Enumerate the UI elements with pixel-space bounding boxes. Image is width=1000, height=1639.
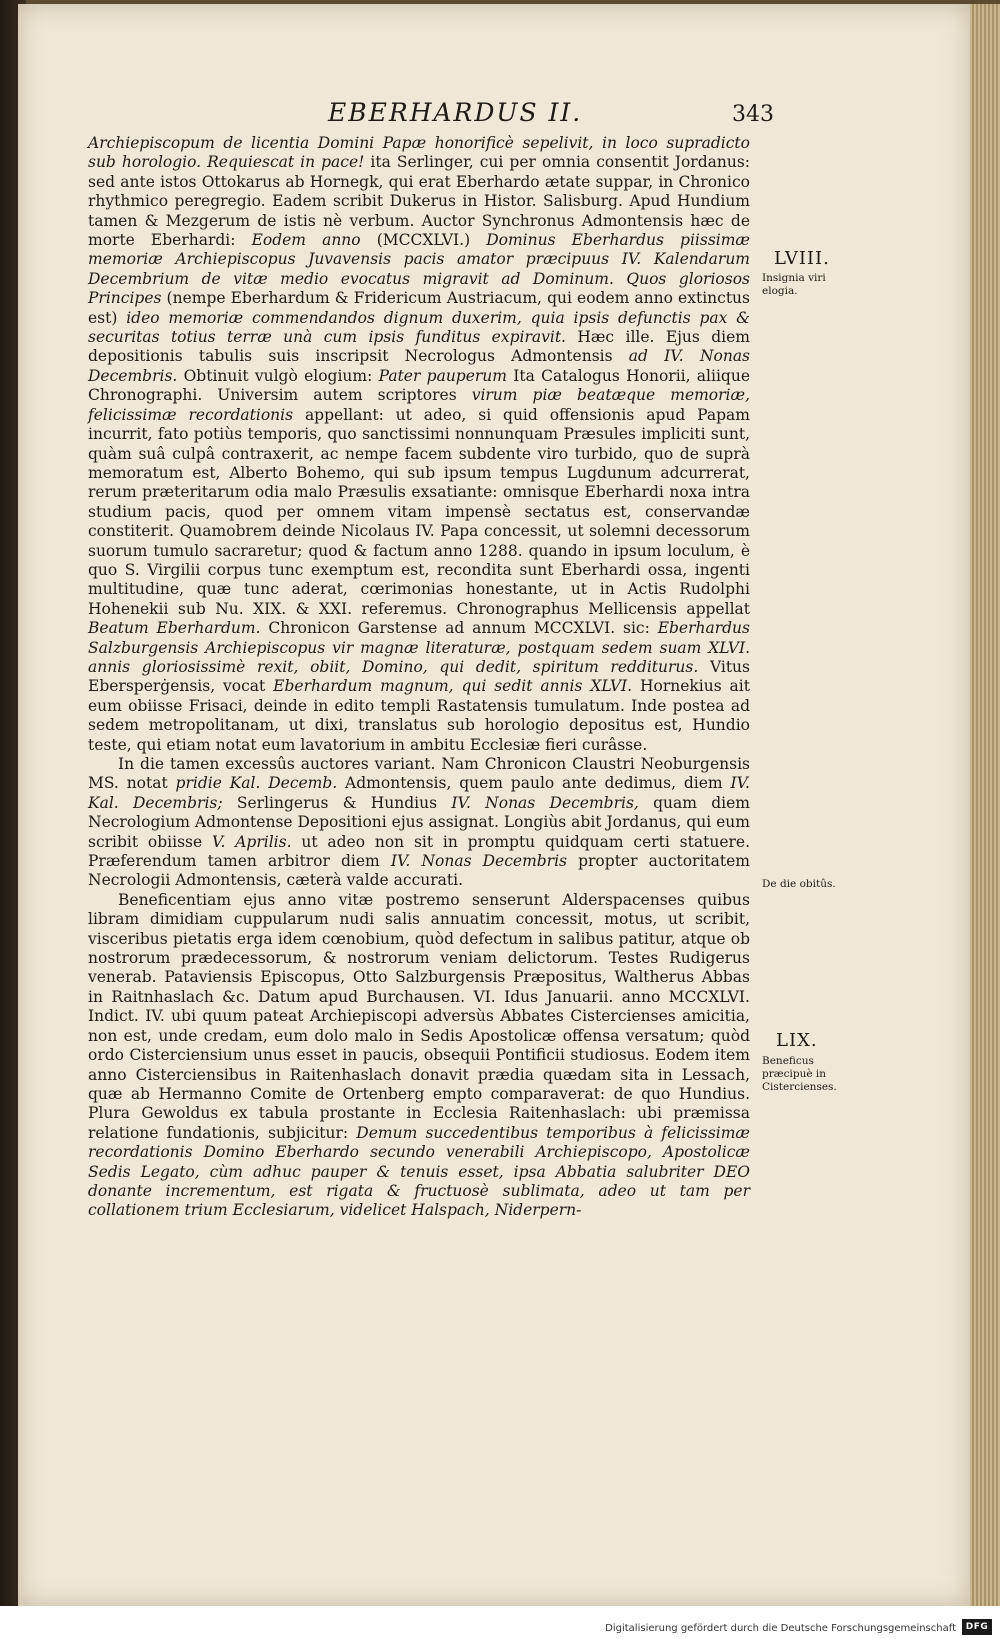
section-number-59: LIX. bbox=[776, 1030, 818, 1051]
text-run: Obtinuit vulgò elogium: bbox=[177, 366, 379, 385]
marginal-note-obitus: De die obitûs. bbox=[762, 878, 836, 890]
marginal-note-line: præcipuè in bbox=[762, 1068, 827, 1080]
marginal-note-elogia bbox=[762, 272, 826, 298]
italic-text-run: Demum succedentibus temporibus à felicissimæ recordationis Domino Eberhardo secundo venerabili Archiepiscopo, Apostolicæ Sedis Legato, cùm adhuc pauper & tenuis esset, ipsa Abbatia salubriter DEO donante incrementum, est rigata & fructuosè sublimata, adeo ut tam per collationem trium Ecclesiarum, videlicet Halspach, Niderpern- bbox=[88, 1123, 750, 1220]
text-run: Chronicon Garstense ad annum MCCXLVI. sic: bbox=[260, 619, 658, 638]
text-run: Serlingerus & Hundius bbox=[222, 793, 452, 812]
italic-text-run: IV. Nonas Decembris, bbox=[451, 793, 639, 812]
text-run: quam diem Necrologium Admontense Depositioni ejus assignat. Longiùs abit Jordanus, qui eum scribit obiisse bbox=[88, 793, 750, 851]
italic-text-run: IV. Kal. Decembris; bbox=[88, 774, 750, 812]
text-run: (MCCXLVI.) bbox=[360, 231, 487, 250]
italic-text-run: Archiepiscopum de licentia Domini Papæ honorificè sepelivit, in loco supradicto sub horologio. Requiescat in pace! bbox=[88, 134, 750, 172]
running-title: EBERHARDUS II. bbox=[328, 98, 583, 127]
text-run: ut adeo non sit in promptu quidquam certi statuere. Præferendum tamen arbitror diem bbox=[88, 832, 750, 871]
marginal-note-line: Beneficus bbox=[762, 1055, 814, 1067]
text-run: In die tamen excessûs auctores variant. Nam Chronicon Claustri Neoburgensis MS. notat bbox=[88, 755, 750, 793]
page-number: 343 bbox=[732, 102, 774, 127]
text-run: appellant: ut adeo, si quid offensionis apud Papam incurrit, fato potiùs temporis, quo sanctissimi nonnunquam Præsules impliciti sunt, quàm suâ culpâ contraxerit, ac nempe facem subdente viro turbido, quo de suprà memoratum est, Alberto Bohemo, qui sub ipsum tempus Lugdunum adcurrerat, rerum præteritarum odia malo Præsulis exsatiante: omnisque Eberhardi noxa intra studium pacis, quod per omnem vitam impensè sectatus est, conservandæ constiterit. Quamobrem deinde Nicolaus IV. Papa concessit, ut solemni decessorum suorum tumulo sacraretur; quod & factum anno 1288. quando in ipsum loculum, è quo S. Virgilii corpus tunc exemptum est, recondita sunt Eberhardi ossa, ingenti multitudine, quæ tunc aderat, cœrimonias honestante, ut in Actis Rudolphi Hohenekii sub Nu. XIX. & XXI. referemus. Chronographus Mellicensis appellat bbox=[88, 405, 750, 618]
text-run: Admontensis, quem paulo ante dedimus, diem bbox=[337, 774, 731, 793]
dfg-logo-icon: DFG bbox=[962, 1619, 992, 1635]
text-run: Beneficentiam ejus anno vitæ postremo senserunt Alderspacenses quibus libram dimidiam cuppularum nudi salis annuatim concessit, motus, ut scribit, visceribus pietatis erga idem cœnobium, quòd defectum in salibus patitur, atque ob nostrorum prædecessorum, & nostrorum veniam delictorum. Testes Rudigerus venerab. Pataviensis Episcopus, Otto Salzburgensis Præpositus, Waltherus Abbas in Raitnhaslach &c. Datum apud Burchausen. VI. Idus Januarii. anno MCCXLVI. Indict. IV. ubi quum pateat Archiepiscopi adversùs Abbates Cistercienses amicitia, non est, unde credam, eum dolo malo in Sedis Apostolicæ offensa versatum; quòd ordo Cisterciensium unus esset in paucis, obsequii Pontificii studiosus. Eodem item anno Cisterciensibus in Raitenhaslach donavit prædia quædam sita in Lessach, quæ ab Hermanno Comite de Ortenberg empto comparaverat: de quo Hundius. Plura Gewoldus ex tabula prostante in Ecclesia Raitenhaslach: ubi præmissa relatione fundationis, subjicitur: bbox=[88, 890, 750, 1142]
italic-text-run: Beatum Eberhardum. bbox=[88, 619, 261, 638]
italic-text-run: V. Aprilis. bbox=[212, 832, 292, 851]
text-run: Hæc ille. Ejus diem depositionis tabulis suis inscripsit Necrologus Admontensis bbox=[88, 328, 750, 366]
body-text bbox=[88, 134, 750, 1221]
marginal-note-line: elogia. bbox=[762, 285, 798, 297]
paragraph-2 bbox=[88, 755, 750, 891]
italic-text-run: Eodem anno bbox=[251, 231, 361, 250]
marginal-note-line: Cistercienses. bbox=[762, 1081, 837, 1093]
text-run: ita Serlinger, cui per omnia consentit Jordanus: sed ante istos Ottokarus ab Hornegk, qui erat Eberhardo ætate suppar, in Chronico rhythmico peregregio. Eadem scribit Dukerus in Histor. Salisburg. Apud Hundium tamen & Mezgerum de istis nè verbum. Auctor Synchronus Admontensis hæc de morte Eberhardi: bbox=[88, 153, 751, 250]
italic-text-run: Eberhardum magnum, qui sedit annis XLVI. bbox=[273, 677, 633, 696]
text-run: propter auctoritatem Necrologii Admontensis, cæterà valde accurati. bbox=[88, 852, 750, 890]
section-number-58: LVIII. bbox=[774, 248, 830, 269]
italic-text-run: Pater pauperum bbox=[378, 366, 507, 385]
text-run: (nempe Eberhardum & Fridericum Austriacum, qui eodem anno extinctus est) bbox=[88, 289, 750, 327]
italic-text-run: ad IV. Nonas Decembris. bbox=[88, 347, 751, 385]
page-edges bbox=[970, 4, 1000, 1606]
text-run: Ita Catalogus Honorii, aliique Chronographi. Universim autem scriptores bbox=[88, 366, 750, 405]
italic-text-run: Eberhardus Salzburgensis Archiepiscopus vir magnæ literaturæ, postquam sedem suam XLVI. annis gloriosissimè rexit, obiit, Domino, qui dedit, spiritum redditurus. bbox=[88, 619, 750, 676]
italic-text-run: virum piæ beatæque memoriæ, felicissimæ recordationis bbox=[88, 386, 751, 424]
marginal-note-beneficus bbox=[762, 1055, 837, 1094]
text-run: Hornekius ait eum obiisse Frisaci, deinde in edito templi Rastatensis tumulatum. Inde postea ad sedem metropolitanam, ut dixi, translatus sub horologio depositus est, Hundio teste, qui etiam notat eum lavatorium in ambitu Ecclesiæ fieri curâsse. bbox=[88, 677, 750, 754]
paragraph-3 bbox=[88, 891, 750, 1221]
marginal-note-line: Insignia viri bbox=[762, 272, 826, 284]
text-run: Vitus Ebersperġensis, vocat bbox=[88, 657, 750, 696]
italic-text-run: Dominus Eberhardus piissimæ memoriæ Archiepiscopus Juvavensis pacis amator præcipuus IV. Kalendarum Decembrium de vitæ medio evocatus migravit ad Dominum. Quos gloriosos Principes bbox=[88, 231, 750, 308]
italic-text-run: ideo memoriæ commendandos dignum duxerim, quia ipsis defunctis pax & securitas totius terræ unà cum ipsis funditus expiravit. bbox=[88, 308, 750, 347]
digitization-credit: Digitalisierung gefördert durch die Deutsche Forschungsgemeinschaft bbox=[605, 1623, 956, 1634]
italic-text-run: pridie Kal. Decemb. bbox=[175, 774, 338, 793]
italic-text-run: IV. Nonas Decembris bbox=[390, 852, 568, 871]
paragraph-1 bbox=[88, 134, 750, 755]
running-head bbox=[0, 98, 982, 134]
